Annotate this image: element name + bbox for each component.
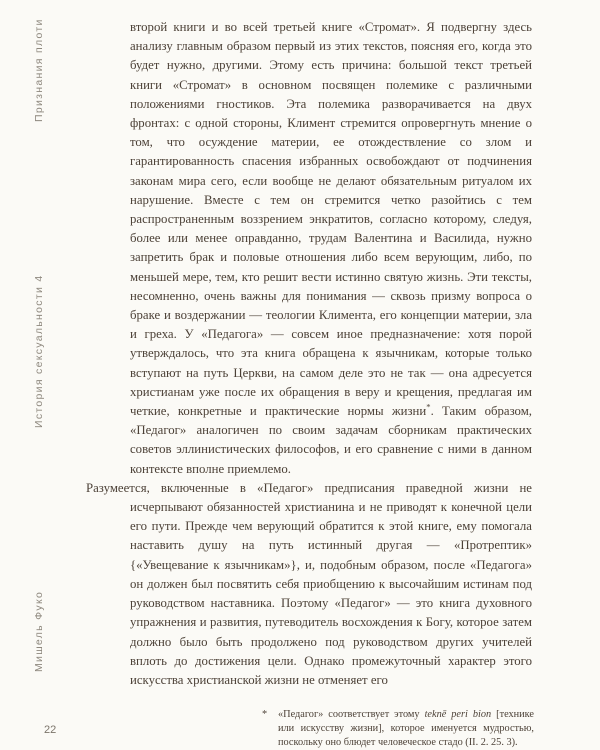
footnote-reference: *: [426, 401, 431, 412]
footnote-text: [278, 708, 534, 750]
paragraph-continuation: [130, 18, 532, 479]
page-number: 22: [44, 724, 57, 736]
footnote-text-part: [технике или искусству жизни], которое именуется мудростью, поскольку оно блюдет человеческое стадо (II. 2. 25. 3).: [278, 709, 534, 748]
margin-book-title: Признания плоти: [33, 18, 45, 122]
paragraph: [86, 479, 532, 690]
footnote: [262, 708, 534, 750]
main-text-column: [86, 18, 532, 690]
margin-author: Мишель Фуко: [33, 590, 45, 672]
paragraph-text: второй книги и во всей третьей книге «Стромат». Я подвергну здесь анализу главным образом первый из этих текстов, поясняя его, когда это будет нужно, другими. Этому есть причина: большой текст третьей книги «Стромат» в основном посвящен полемике с различными положениями гностиков. Эта полемика разворачивается на двух фронтах: с одной стороны, Климент стремится опровергнуть мнение о том, что осуждение материи, ее отождествление со злом и гарантированность спасения избранных освобождают от подчинения законам мира сего, если вообще не делают обязательным ритуалом их нарушение. Вместе с тем он стремится четко разойтись с тем распространенным воззрением энкратитов, согласно которому, следуя, более или менее оправданно, трудам Валентина и Василида, нужно запретить брак и половые отношения либо всем верующим, либо, по меньшей мере, тем, кто решит вести истинно святую жизнь. Эти тексты, несомненно, очень важны для понимания — сквозь призму вопроса о браке и воздержании — теологии Климента, его концепции материи, зла и греха. У «Педагога» — совсем иное предназначение: хотя порой утверждалось, что эта книга обращена к язычникам, которые только вступают на путь Церкви, на самом деле это не так — она адресуется христианам уже после их обращения в веру и крещения, предлагая им четкие, конкретные и практические нормы жизни: [130, 20, 532, 419]
footnote-marker: *: [262, 709, 268, 720]
paragraph-text: Разумеется, включенные в «Педагог» предписания праведной жизни не исчерпывают обязанностей христианина и не приводят к конечной цели его пути. Прежде чем верующий обратится к этой книге, ему помогала наставить душу на путь истинный другая — «Протрептик» {«Увещевание к язычникам»}, и, подобным образом, после «Педагога» он должен был посвятить себя приобщению к высочайшим истинам под руководством наставника. Поэтому «Педагог» — это книга духовного упражнения и развития, путеводитель восхождения к Богу, которое затем должно было быть продолжено под руководством других учителей вплоть до достижения цели. Однако промежуточный характер этого искусства христианской жизни не отменяет его: [86, 480, 532, 687]
footnote-text-part: «Педагог» соответствует этому: [278, 709, 425, 720]
margin-series-title: История сексуальности 4: [33, 274, 45, 428]
footnote-italic-phrase: teknē peri bion: [424, 709, 492, 720]
paragraph-text: . Таким образом, «Педагог» аналогичен по своим задачам сборникам практических советов эллинистических философов, и его сравнение с ними в данном контексте вполне приемлемо.: [130, 404, 532, 476]
